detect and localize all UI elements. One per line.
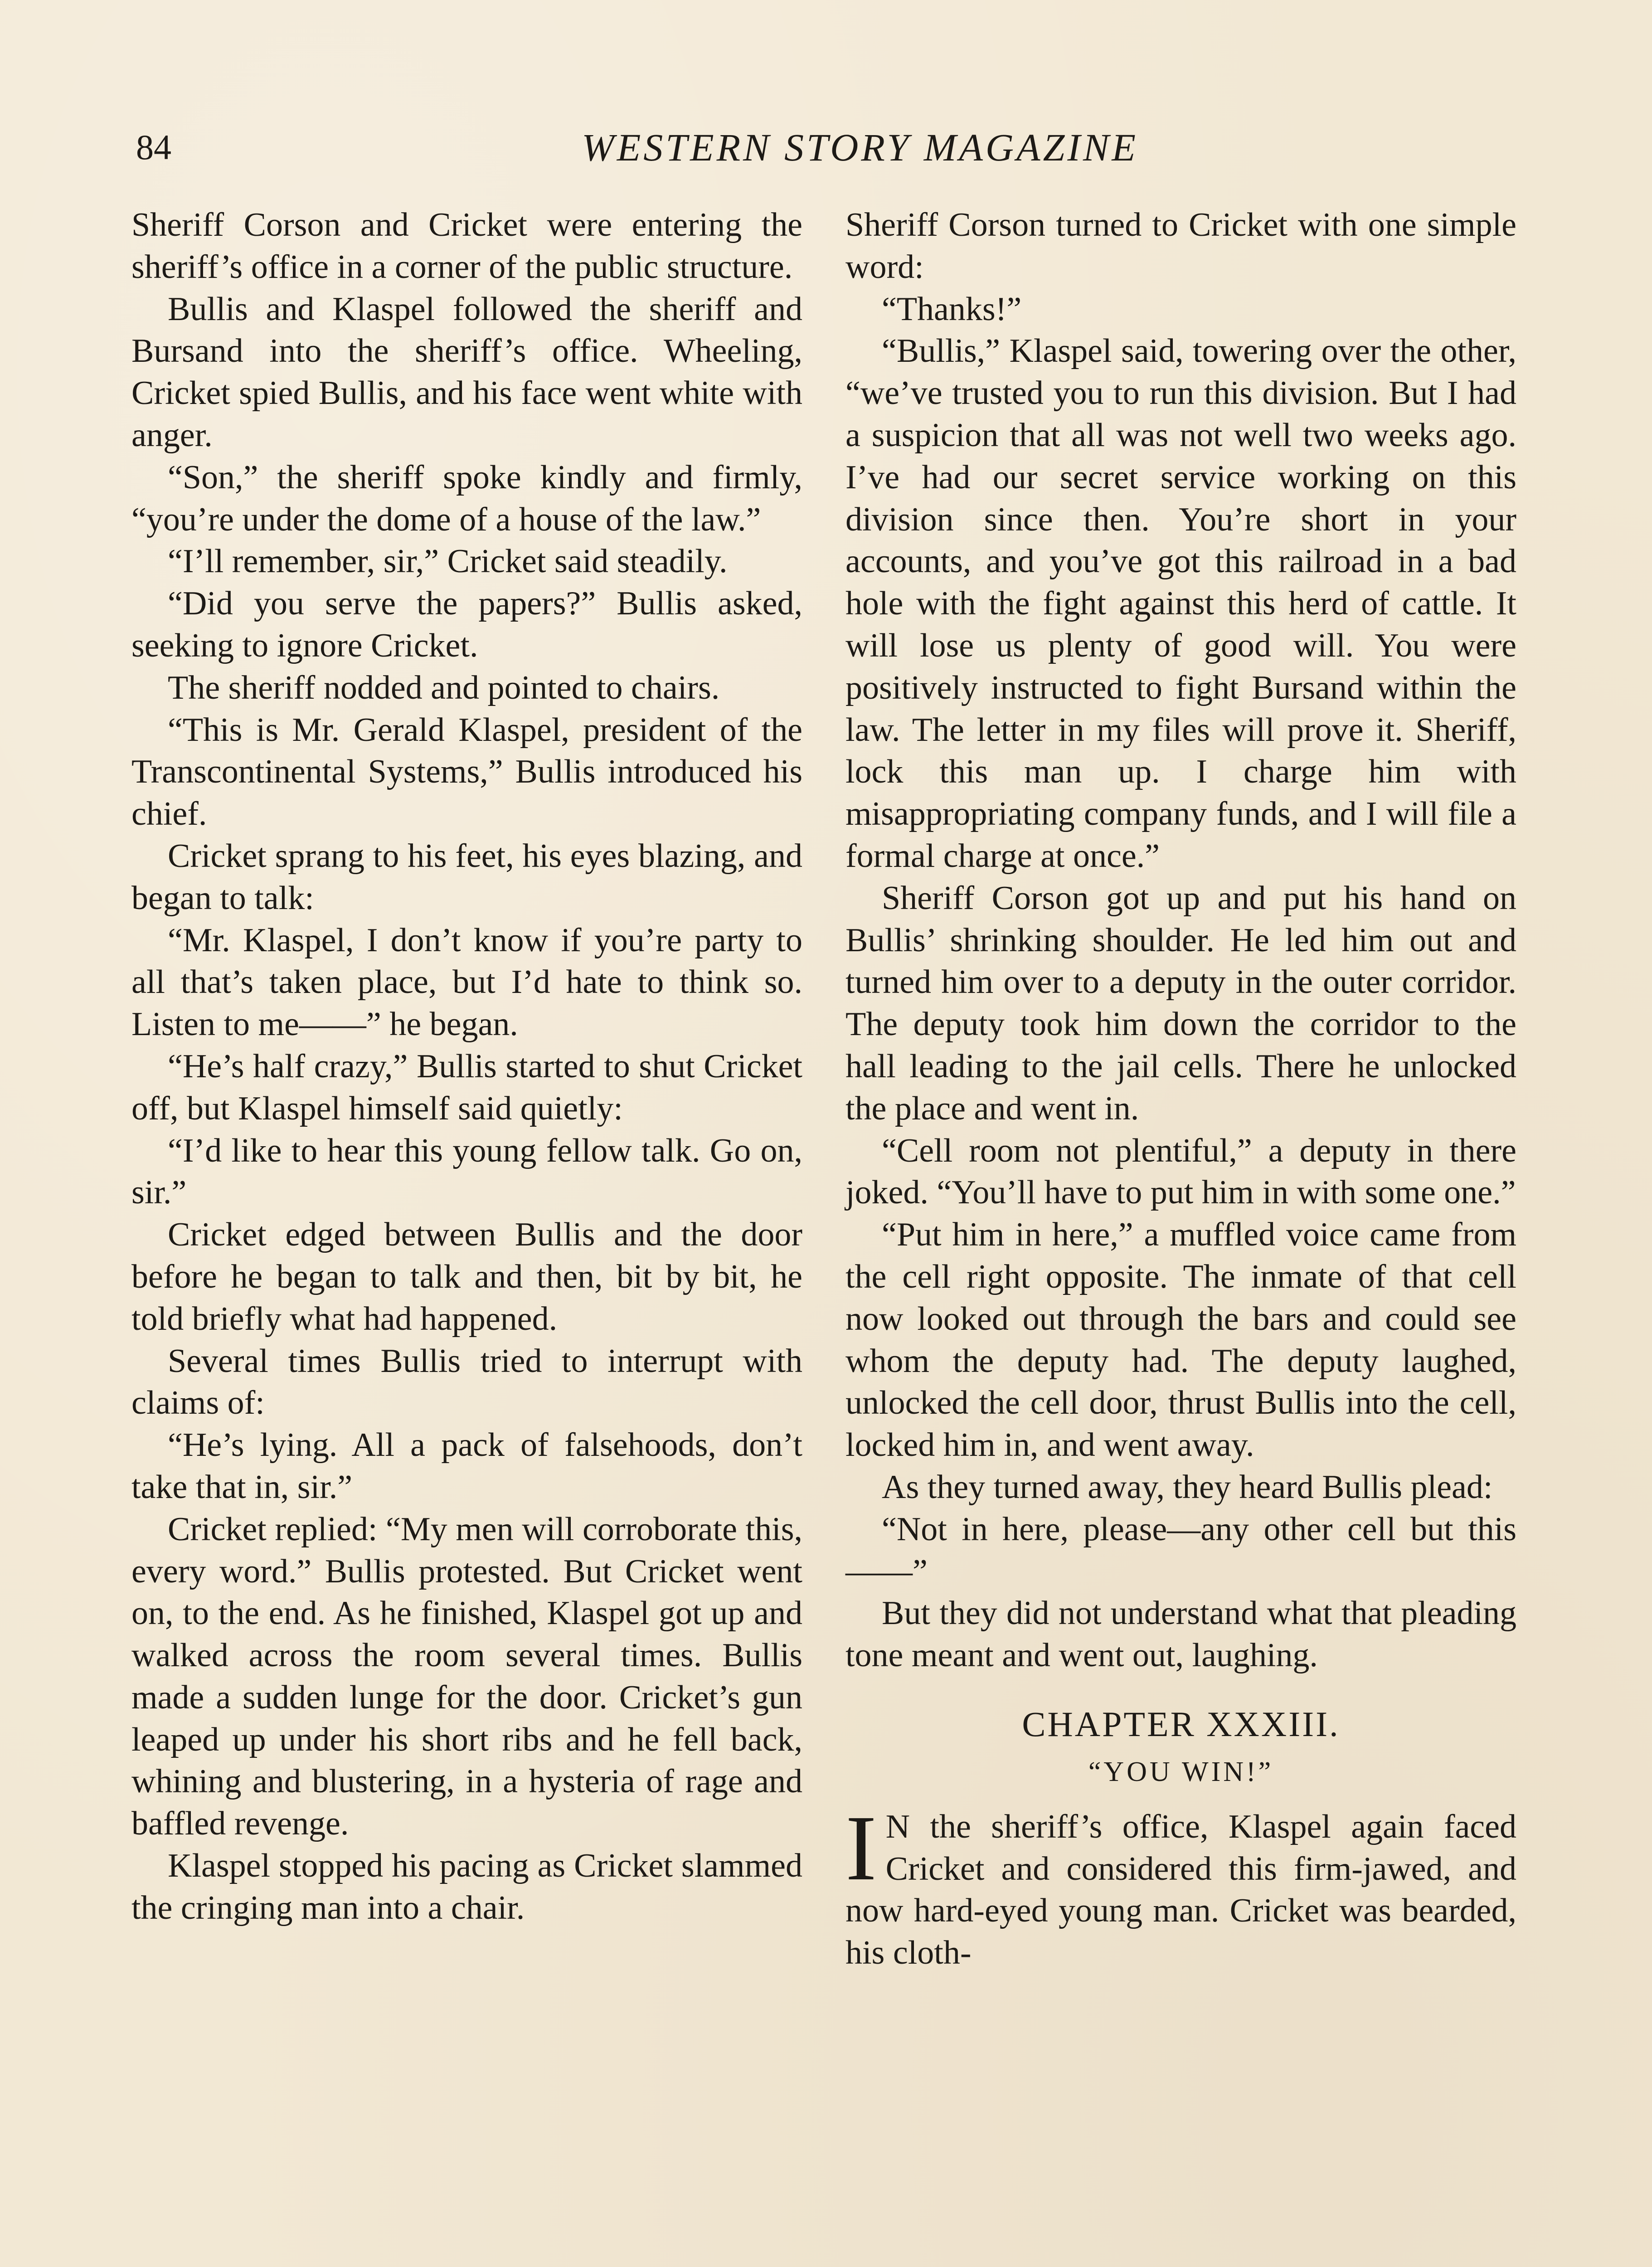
paragraph: “Son,” the sheriff spoke kindly and firmly, “you’re under the dome of a house of the law.” xyxy=(131,458,802,538)
chapter-opening-text: N the sheriff’s office, Klaspel again faced Cricket and considered this firm-jawed, and now hard-eyed young man. Cricket was bearded, his cloth- xyxy=(845,1808,1516,1972)
chapter-opening-paragraph xyxy=(845,1795,1516,1974)
running-title: WESTERN STORY MAGAZINE xyxy=(582,126,1138,169)
paragraph: “Mr. Klaspel, I don’t know if you’re party to all that’s taken place, but I’d hate to think so. Listen to me——” he began. xyxy=(131,921,802,1043)
paragraph: But they did not understand what that pleading tone meant and went out, laughing. xyxy=(845,1595,1516,1674)
paragraph: “Did you serve the papers?” Bullis asked, seeking to ignore Cricket. xyxy=(131,585,802,664)
paragraph: “Bullis,” Klaspel said, towering over the other, “we’ve trusted you to run this division. But I had a suspicion that all was not well two weeks ago. I’ve had our secret service working on this division since then. You’re short in your accounts, and you’ve got this railroad in a bad hole with the fight against this herd of cattle. It will lose us plenty of good will. You were positively instructed to fight Bursand within the law. The letter in my files will prove it. Sheriff, lock this man up. I charge him with misappropriating company funds, and I will file a formal charge at once.” xyxy=(845,332,1516,875)
paragraph: As they turned away, they heard Bullis plead: xyxy=(882,1468,1493,1506)
paragraph: “Put him in here,” a muffled voice came from the cell right opposite. The inmate of that cell now looked out through the bars and could see whom the deputy had. The deputy laughed, unlocked the cell door, thrust Bullis into the cell, locked him in, and went away. xyxy=(845,1216,1516,1464)
paragraph: “This is Mr. Gerald Klaspel, president of the Transcontinental Systems,” Bullis introduced his chief. xyxy=(131,711,802,833)
paragraph: “I’d like to hear this young fellow talk. Go on, sir.” xyxy=(131,1132,802,1211)
chapter-title: CHAPTER XXXIII. xyxy=(1022,1704,1340,1744)
paragraph: Sheriff Corson and Cricket were entering the sheriff’s office in a corner of the public structure. xyxy=(131,206,802,286)
right-column xyxy=(845,204,1516,1974)
page-header xyxy=(136,116,1584,179)
paragraph: “Thanks!” xyxy=(882,290,1022,328)
paragraph: “Not in here, please—any other cell but this——” xyxy=(845,1510,1516,1590)
paragraph: Cricket edged between Bullis and the door before he began to talk and then, bit by bit, he told briefly what had happened. xyxy=(131,1216,802,1338)
paragraph: Sheriff Corson turned to Cricket with one simple word: xyxy=(845,206,1516,286)
paragraph: Cricket sprang to his feet, his eyes blazing, and began to talk: xyxy=(131,837,802,917)
paragraph: “He’s lying. All a pack of falsehoods, don’t take that in, sir.” xyxy=(131,1426,802,1506)
left-column xyxy=(131,204,802,1929)
paragraph: The sheriff nodded and pointed to chairs. xyxy=(168,669,720,706)
paragraph: “He’s half crazy,” Bullis started to shut Cricket off, but Klaspel himself said quietly: xyxy=(131,1047,802,1127)
paragraph: Cricket replied: “My men will corroborate this, every word.” Bullis protested. But Cricket went on, to the end. As he finished, Klaspel got up and walked across the room several times. Bullis made a sudden lunge for the door. Cricket’s gun leaped up under his short ribs and he fell back, whining and blustering, in a hysteria of rage and baffled revenge. xyxy=(131,1510,802,1843)
paragraph: Sheriff Corson got up and put his hand on Bullis’ shrinking shoulder. He led him out and turned him over to a deputy in the outer corridor. The deputy took him down the corridor to the hall leading to the jail cells. There he unlocked the place and went in. xyxy=(845,879,1516,1127)
chapter-subtitle: “YOU WIN!” xyxy=(1088,1756,1274,1787)
paragraph: Several times Bullis tried to interrupt with claims of: xyxy=(131,1342,802,1422)
paragraph: Bullis and Klaspel followed the sheriff and Bursand into the sheriff’s office. Wheeling, Cricket spied Bullis, and his face went white with anger. xyxy=(131,290,802,454)
paragraph: “I’ll remember, sir,” Cricket said steadily. xyxy=(168,543,728,580)
paragraph: “Cell room not plentiful,” a deputy in there joked. “You’ll have to put him in with some one.” xyxy=(845,1132,1516,1211)
paragraph: Klaspel stopped his pacing as Cricket slammed the cringing man into a chair. xyxy=(131,1847,802,1926)
page-number: 84 xyxy=(136,127,171,167)
drop-cap: I xyxy=(845,1795,877,1900)
